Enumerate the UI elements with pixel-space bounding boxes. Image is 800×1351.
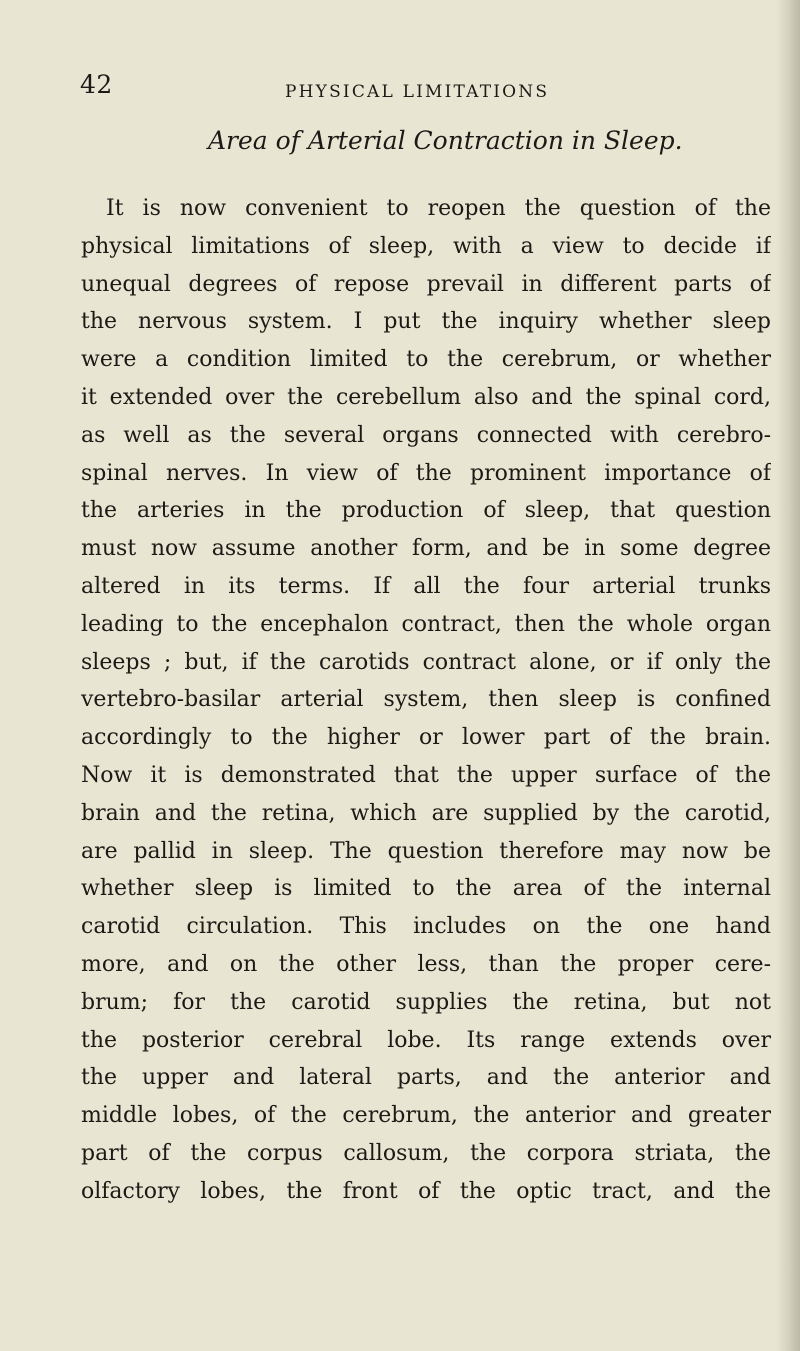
text-line: the posterior cerebral lobe. Its range extends over	[81, 1027, 771, 1053]
text-line: part of the corpus callosum, the corpora striata, the	[81, 1140, 771, 1166]
text-line: more, and on the other less, than the proper cere-	[81, 951, 771, 977]
section-title: Area of Arterial Contraction in Sleep.	[208, 126, 683, 155]
text-line: middle lobes, of the cerebrum, the anterior and greater	[81, 1103, 771, 1129]
text-line: physical limitations of sleep, with a view to decide if	[81, 233, 771, 259]
text-line: leading to the encephalon contract, then the whole organ	[81, 611, 771, 637]
text-line: must now assume another form, and be in some degree	[81, 536, 771, 562]
text-line: spinal nerves. In view of the prominent importance of	[81, 460, 771, 486]
page-edge-shadow	[776, 0, 800, 1351]
text-line: Now it is demonstrated that the upper surface of the	[81, 762, 771, 788]
text-line: are pallid in sleep. The question therefore may now be	[81, 838, 771, 864]
text-line: whether sleep is limited to the area of the internal	[81, 876, 771, 902]
text-line: It is now convenient to reopen the question of the	[106, 196, 771, 221]
text-line: vertebro-basilar arterial system, then sleep is confined	[81, 687, 771, 713]
text-line: the upper and lateral parts, and the anterior and	[81, 1065, 771, 1091]
text-line: were a condition limited to the cerebrum, or whether	[81, 347, 771, 373]
text-line: brain and the retina, which are supplied by the carotid,	[81, 800, 771, 826]
text-line: sleeps ; but, if the carotids contract alone, or if only the	[81, 649, 771, 675]
text-line: it extended over the cerebellum also and the spinal cord,	[81, 384, 771, 410]
text-line: carotid circulation. This includes on the one hand	[81, 914, 771, 940]
text-line: accordingly to the higher or lower part of the brain.	[81, 725, 771, 751]
running-head: PHYSICAL LIMITATIONS	[285, 82, 550, 102]
body-text	[81, 190, 771, 1211]
text-line: altered in its terms. If all the four arterial trunks	[81, 573, 771, 599]
text-line: the arteries in the production of sleep, that question	[81, 498, 771, 524]
text-line: unequal degrees of repose prevail in different parts of	[81, 271, 771, 297]
text-line: brum; for the carotid supplies the retina, but not	[81, 989, 771, 1015]
page-number: 42	[80, 70, 113, 99]
text-line: olfactory lobes, the front of the optic tract, and the	[81, 1178, 771, 1204]
text-line: the nervous system. I put the inquiry whether sleep	[81, 309, 771, 335]
text-line: as well as the several organs connected with cerebro-	[81, 422, 771, 448]
